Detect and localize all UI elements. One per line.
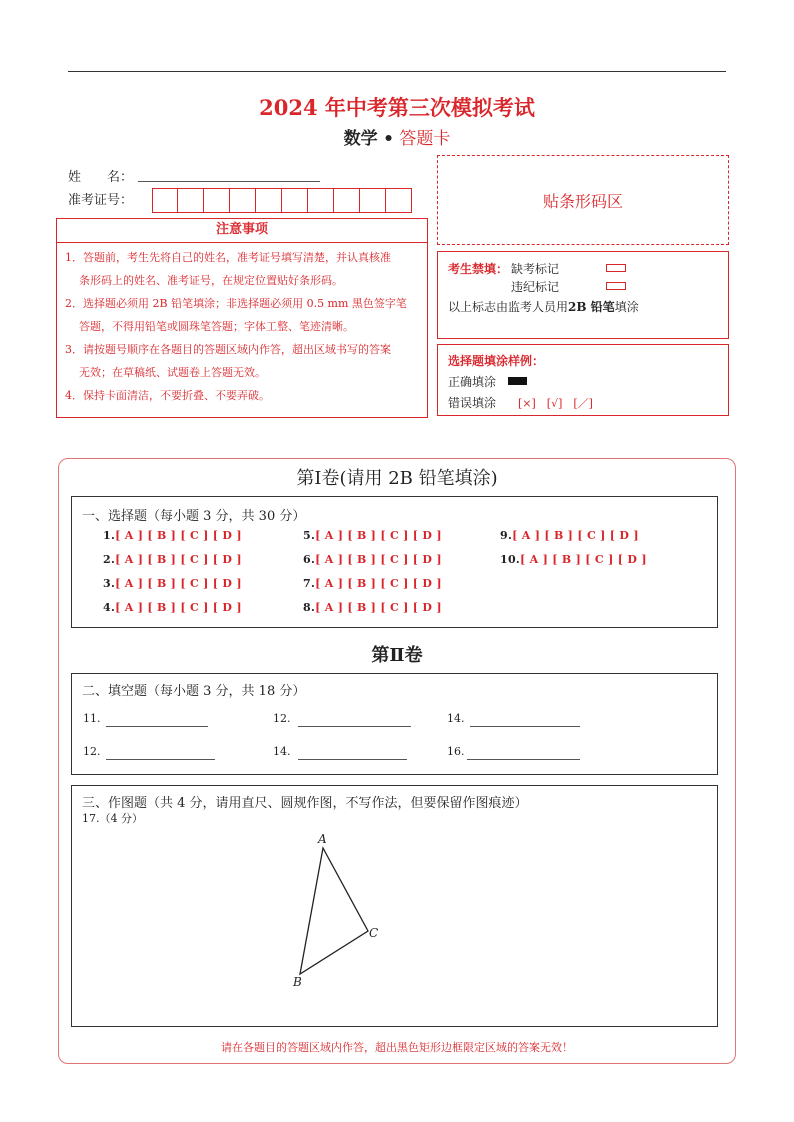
question-17-label: 17.（4 分） (82, 812, 143, 825)
fill-section-title: 二、填空题（每小题 3 分，共 18 分） (82, 684, 306, 699)
name-field[interactable] (138, 181, 320, 182)
notice-line: 条形码上的姓名、准考证号，在规定位置贴好条形码。 (79, 274, 343, 287)
question-number: 7. (303, 577, 316, 590)
exam-id-digit-box[interactable] (334, 188, 360, 213)
fill-section (71, 673, 718, 775)
proctor-note (448, 298, 639, 315)
vertex-a-label: A (318, 832, 327, 846)
drawing-section-title: 三、作图题（共 4 分，请用直尺、圆规作图，不写作法，但要保留作图痕迹） (82, 796, 528, 811)
choice-section-title: 一、选择题（每小题 3 分，共 30 分） (82, 509, 306, 524)
fill-number: 12. (273, 712, 291, 725)
absent-mark-box[interactable] (606, 264, 626, 272)
violation-mark-label: 违纪标记 (511, 280, 560, 294)
choice-question-6[interactable] (303, 553, 442, 566)
question-number: 9. (500, 529, 513, 542)
exam-id-boxes[interactable] (152, 188, 412, 213)
proctor-only-label: 考生禁填： (448, 262, 509, 276)
question-number: 10. (500, 553, 521, 566)
fill-answer-line[interactable] (298, 726, 411, 727)
fill-number: 11. (83, 712, 101, 725)
subject-name: 数学 (343, 129, 378, 149)
fill-answer-line[interactable] (106, 726, 208, 727)
notice-line: 4．保持卡面清洁，不要折叠、不要弄破。 (65, 389, 270, 402)
exam-id-digit-box[interactable] (308, 188, 334, 213)
fill-number: 14. (273, 745, 291, 758)
wrong-fill-samples: [×] [√] [／] (518, 397, 593, 410)
exam-id-digit-box[interactable] (282, 188, 308, 213)
choice-options[interactable]: [ A ] [ B ] [ C ] [ D ] (115, 529, 242, 542)
barcode-area-label: 贴条形码区 (542, 191, 623, 211)
fill-sample-box (437, 344, 729, 416)
vertex-b-label: B (293, 975, 302, 989)
proctor-note-bold: 2B 铅笔 (568, 300, 615, 314)
choice-question-8[interactable] (303, 601, 442, 614)
notice-line: 1．答题前，考生先将自己的姓名，准考证号填写清楚，并认真核准 (65, 251, 391, 264)
choice-question-1[interactable] (103, 529, 242, 542)
exam-id-digit-box[interactable] (230, 188, 256, 213)
top-rule (68, 71, 726, 72)
choice-question-10[interactable] (500, 553, 647, 566)
subtitle-dot: • (383, 129, 394, 149)
correct-fill-sample (508, 377, 527, 385)
absent-mark-label: 缺考标记 (511, 262, 560, 276)
notice-box (56, 218, 428, 418)
notice-heading: 注意事项 (57, 219, 427, 243)
notice-line: 无效；在草稿纸、试题卷上答题无效。 (79, 366, 266, 379)
exam-id-digit-box[interactable] (386, 188, 412, 213)
choice-question-7[interactable] (303, 577, 442, 590)
violation-mark-box[interactable] (606, 282, 626, 290)
exam-id-digit-box[interactable] (178, 188, 204, 213)
fill-number: 12. (83, 745, 101, 758)
question-number: 1. (103, 529, 116, 542)
choice-options[interactable]: [ A ] [ B ] [ C ] [ D ] (315, 577, 442, 590)
drawing-section[interactable] (71, 785, 718, 1027)
question-number: 4. (103, 601, 116, 614)
vertex-c-label: C (369, 926, 379, 940)
choice-options[interactable]: [ A ] [ B ] [ C ] [ D ] (315, 553, 442, 566)
choice-options[interactable]: [ A ] [ B ] [ C ] [ D ] (115, 577, 242, 590)
choice-question-4[interactable] (103, 601, 242, 614)
choice-section (71, 496, 718, 628)
part1-title: 第Ⅰ卷(请用 2B 铅笔填涂) (296, 468, 498, 489)
question-number: 2. (103, 553, 116, 566)
proctor-note-post: 填涂 (614, 300, 639, 314)
question-number: 3. (103, 577, 116, 590)
choice-question-5[interactable] (303, 529, 442, 542)
choice-question-3[interactable] (103, 577, 242, 590)
name-label: 姓 名： (68, 170, 134, 185)
exam-subtitle (0, 124, 794, 149)
choice-options[interactable]: [ A ] [ B ] [ C ] [ D ] (115, 553, 242, 566)
choice-options[interactable]: [ A ] [ B ] [ C ] [ D ] (512, 529, 639, 542)
correct-fill-label: 正确填涂 (448, 375, 497, 389)
choice-options[interactable]: [ A ] [ B ] [ C ] [ D ] (315, 529, 442, 542)
fill-answer-line[interactable] (467, 759, 580, 760)
fill-answer-line[interactable] (106, 759, 215, 760)
fill-number: 16. (447, 745, 465, 758)
footer-warning: 请在各题目的答题区域内作答，超出黑色矩形边框限定区域的答案无效！ (221, 1041, 573, 1054)
exam-id-digit-box[interactable] (256, 188, 282, 213)
exam-id-digit-box[interactable] (152, 188, 178, 213)
proctor-note-pre: 以上标志由监考人员用 (448, 300, 569, 314)
proctor-only-box (437, 251, 729, 339)
answer-card-label: 答题卡 (399, 129, 451, 149)
question-number: 8. (303, 601, 316, 614)
wrong-fill-label: 错误填涂 (448, 396, 497, 410)
choice-question-9[interactable] (500, 529, 639, 542)
choice-options[interactable]: [ A ] [ B ] [ C ] [ D ] (115, 601, 242, 614)
exam-title: 2024 年中考第三次模拟考试 (259, 95, 535, 120)
triangle-abc (300, 848, 368, 974)
question-number: 5. (303, 529, 316, 542)
fill-answer-line[interactable] (298, 759, 407, 760)
fill-answer-line[interactable] (470, 726, 580, 727)
question-number: 6. (303, 553, 316, 566)
choice-options[interactable]: [ A ] [ B ] [ C ] [ D ] (315, 601, 442, 614)
fill-number: 14. (447, 712, 465, 725)
barcode-area (437, 155, 729, 245)
choice-question-2[interactable] (103, 553, 242, 566)
exam-id-digit-box[interactable] (204, 188, 230, 213)
exam-id-digit-box[interactable] (360, 188, 386, 213)
fill-sample-title: 选择题填涂样例： (448, 354, 545, 368)
notice-line: 答题，不得用铅笔或圆珠笔答题；字体工整、笔迹清晰。 (79, 320, 354, 333)
notice-line: 3．请按题号顺序在各题目的答题区域内作答，超出区域书写的答案 (65, 343, 391, 356)
notice-line: 2．选择题必须用 2B 铅笔填涂；非选择题必须用 0.5 mm 黑色签字笔 (65, 297, 407, 310)
choice-options[interactable]: [ A ] [ B ] [ C ] [ D ] (520, 553, 647, 566)
part2-title: 第Ⅱ卷 (371, 645, 423, 666)
exam-id-label: 准考证号： (68, 193, 134, 208)
